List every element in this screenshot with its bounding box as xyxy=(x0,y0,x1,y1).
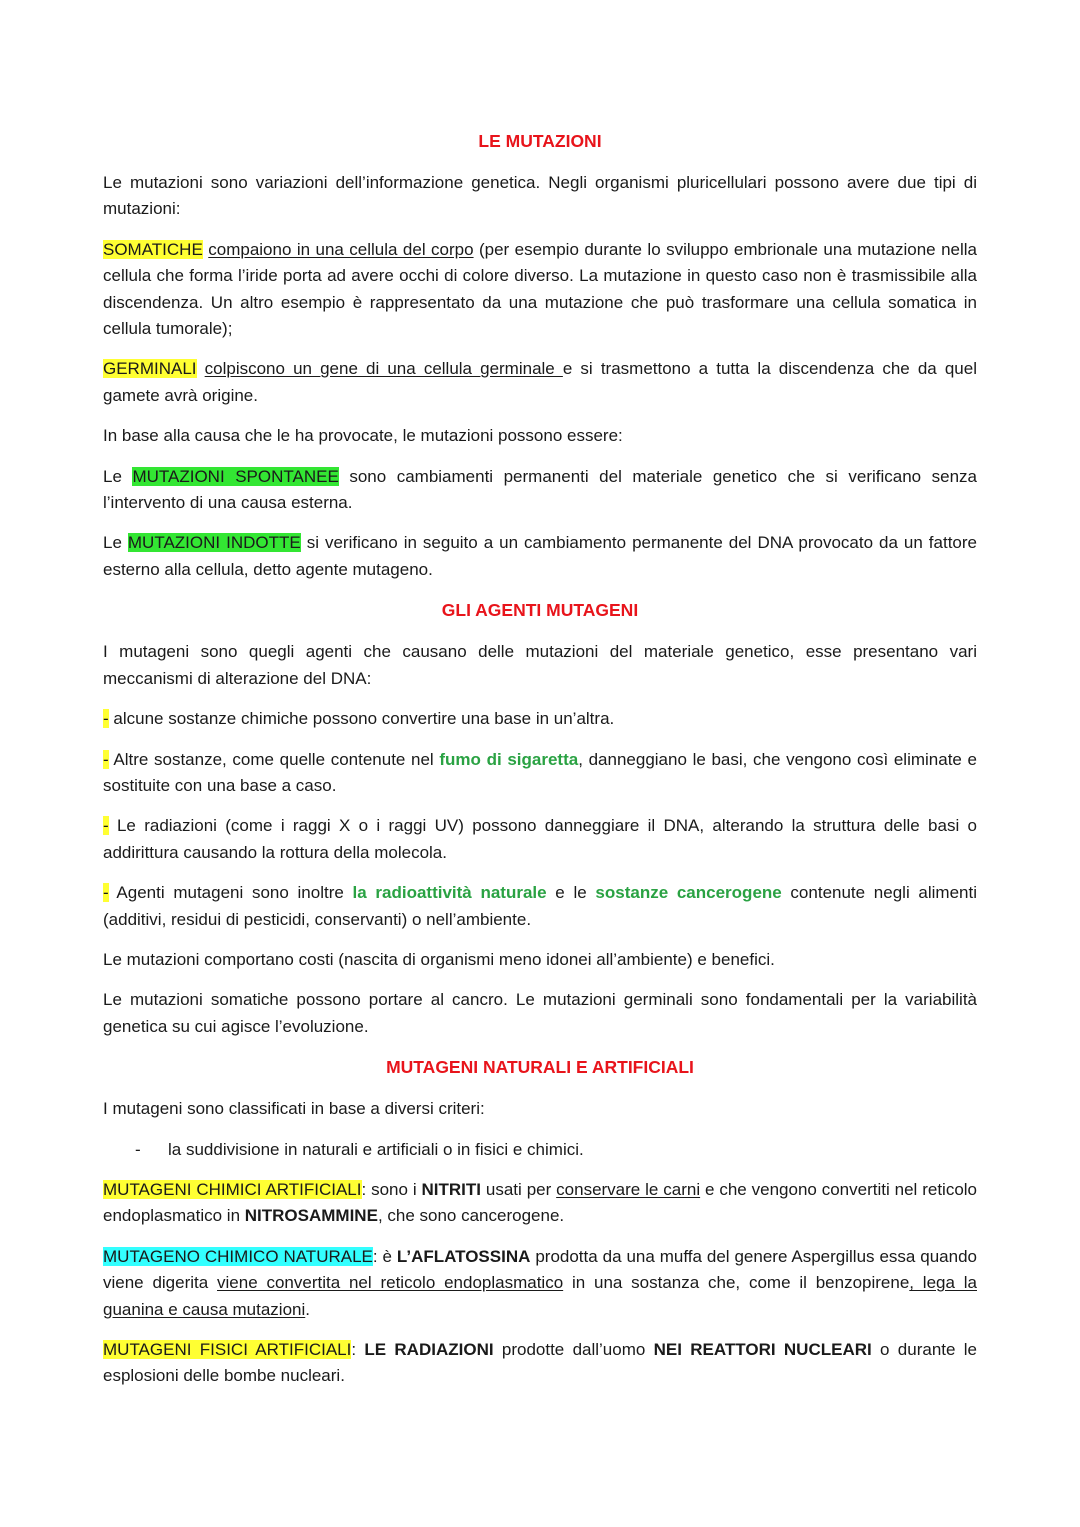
paragraph-mutageni-intro: I mutageni sono quegli agenti che causano delle mutazioni del materiale genetico, esse presentano vari meccanismi di alterazione del DNA: xyxy=(103,642,977,688)
paragraph-chimici-artificiali: MUTAGENI CHIMICI ARTIFICIALI: sono i NITRITI usati per conservare le carni e che vengono convertiti nel reticolo endoplasmatico in NITROSAMMINE, che sono cancerogene. xyxy=(103,1179,978,1226)
paragraph-chimico-naturale: MUTAGENO CHIMICO NATURALE: è L’AFLATOSSINA prodotta da una muffa del genere Aspergillus essa quando viene digerita viene convertita nel reticolo endoplasmatico in una sostanza che, come il benzopirene, lega la guanina e causa mutazioni. xyxy=(103,1246,977,1319)
term-somatiche: SOMATICHE xyxy=(103,239,203,259)
green-term: fumo di sigaretta xyxy=(439,749,579,769)
paragraph-fisici-artificiali: MUTAGENI FISICI ARTIFICIALI: LE RADIAZIONI prodotte dall’uomo NEI REATTORI NUCLEARI o durante le esplosioni delle bombe nucleari. xyxy=(103,1340,977,1386)
paragraph-germinali: GERMINALI colpiscono un gene di una cellula germinale e si trasmettono a tutta la discendenza che da quel gamete avrà origine. xyxy=(103,359,977,405)
dash-mark: - xyxy=(103,749,109,769)
paragraph-spontanee: Le MUTAZIONI SPONTANEE sono cambiamenti permanenti del materiale genetico che si verificano senza l’intervento di una causa esterna. xyxy=(103,466,978,513)
term-indotte: MUTAZIONI INDOTTE xyxy=(127,533,301,553)
intro-paragraph: Le mutazioni sono variazioni dell’informazione genetica. Negli organismi pluricellulari possono avere due tipi di mutazioni: xyxy=(103,173,977,219)
underlined-text: colpiscono un gene di una cellula germinale xyxy=(204,359,563,379)
paragraph-cancro: Le mutazioni somatiche possono portare al cancro. Le mutazioni germinali sono fondamentali per la variabilità genetica su cui agisce l’evoluzione. xyxy=(103,990,977,1036)
list-item: - la suddivisione in naturali e artificiali o in fisici e chimici. xyxy=(103,1137,977,1163)
green-term: sostanze cancerogene xyxy=(595,883,782,903)
paragraph-causa: In base alla causa che le ha provocate, le mutazioni possono essere: xyxy=(103,426,623,446)
document-page xyxy=(103,128,977,1404)
dash-mark: - xyxy=(103,883,109,903)
bullet-2: - Altre sostanze, come quelle contenute nel fumo di sigaretta, danneggiano le basi, che vengono così eliminate e sostituite con una base a caso. xyxy=(103,749,977,795)
paragraph-somatiche: SOMATICHE compaiono in una cellula del corpo (per esempio durante lo sviluppo embrionale una mutazione nella cellula che forma l’iride porta ad avere occhi di colore diverso. La mutazione in questo caso non è trasmissibile alla discendenza. Un altro esempio è rappresentato da una mutazione che può trasformare una cellula somatica in cellula tumorale); xyxy=(103,239,977,339)
term-germinali: GERMINALI xyxy=(103,359,197,379)
title-mutageni-naturali: MUTAGENI NATURALI E ARTIFICIALI xyxy=(386,1057,694,1078)
title-le-mutazioni: LE MUTAZIONI xyxy=(478,131,602,151)
term-chimico-naturale: MUTAGENO CHIMICO NATURALE xyxy=(103,1246,373,1266)
bullet-3: - Le radiazioni (come i raggi X o i raggi UV) possono danneggiare il DNA, alterando la struttura delle basi o addirittura causando la rottura della molecola. xyxy=(103,816,977,862)
green-term: la radioattività naturale xyxy=(352,883,547,903)
term-chimici-artificiali: MUTAGENI CHIMICI ARTIFICIALI xyxy=(103,1179,362,1199)
paragraph-indotte: Le MUTAZIONI INDOTTE si verificano in seguito a un cambiamento permanente del DNA provocato da un fattore esterno alla cellula, detto agente mutageno. xyxy=(103,533,977,579)
term-fisici-artificiali: MUTAGENI FISICI ARTIFICIALI xyxy=(103,1340,352,1359)
bullet-1: - alcune sostanze chimiche possono convertire una base in un’altra. xyxy=(103,709,615,729)
paragraph-classif: I mutageni sono classificati in base a diversi criteri: xyxy=(103,1099,485,1119)
dash-mark: - xyxy=(103,816,109,836)
dash-mark: - xyxy=(135,1139,141,1159)
underlined-text: compaiono in una cellula del corpo xyxy=(208,239,474,259)
title-agenti-mutageni: GLI AGENTI MUTAGENI xyxy=(441,600,639,621)
paragraph-costi: Le mutazioni comportano costi (nascita di organismi meno idonei all’ambiente) e benefici. xyxy=(103,949,775,969)
term-spontanee: MUTAZIONI SPONTANEE xyxy=(132,466,339,486)
dash-mark: - xyxy=(103,709,109,729)
bullet-4: - Agenti mutageni sono inoltre la radioattività naturale e le sostanze cancerogene contenute negli alimenti (additivi, residui di pesticidi, conservanti) o nell’ambiente. xyxy=(103,883,978,929)
